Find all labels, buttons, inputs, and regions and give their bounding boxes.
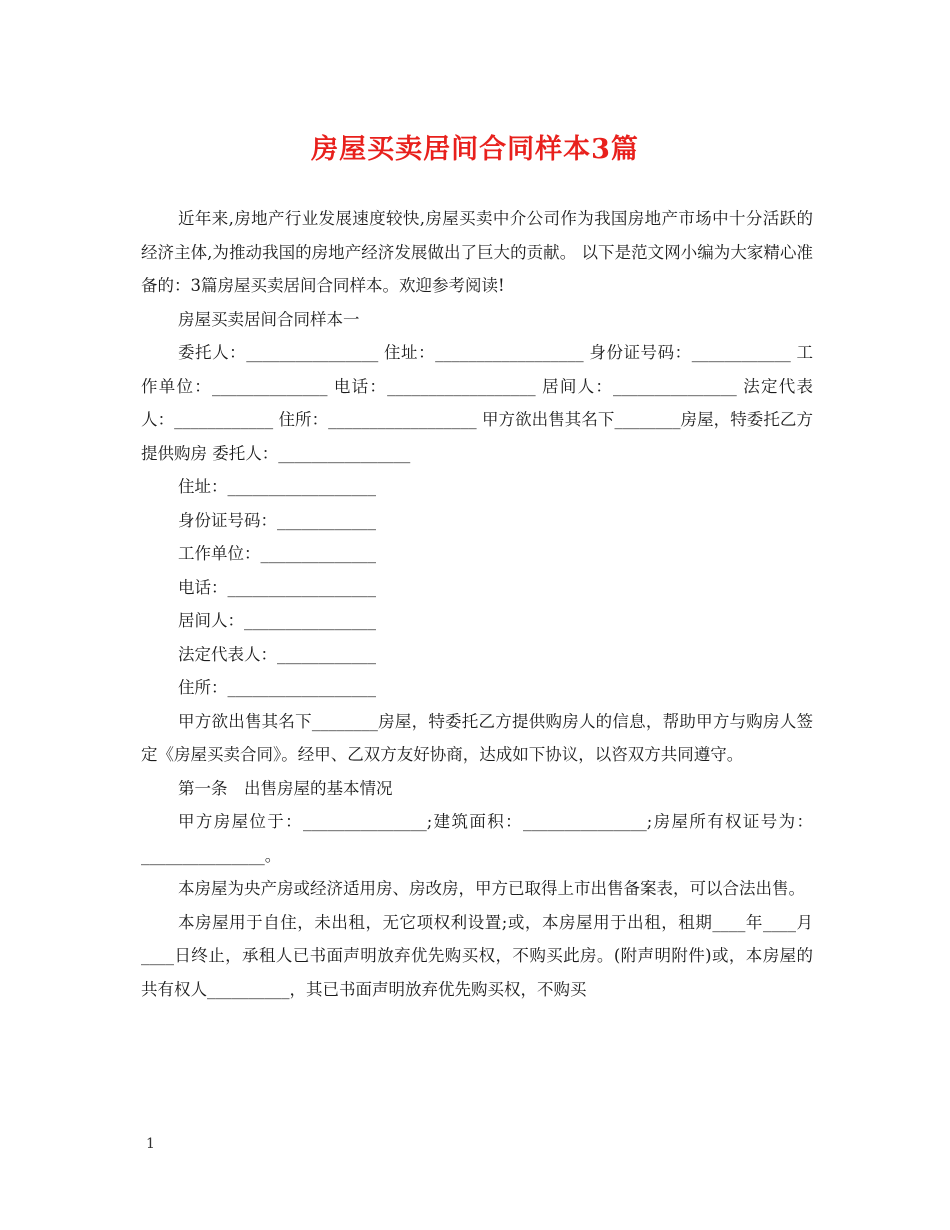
field-intermediary: 居间人：________________ [178,611,376,630]
section-heading-sample-one: 房屋买卖居间合同样本一 [178,309,360,329]
property-type-paragraph: 本房屋为央产房或经济适用房、房改房，甲方已取得上市出售备案表，可以合法出售。 [178,879,805,898]
field-address: 住址：__________________ [178,477,376,496]
document-title: 房屋买卖居间合同样本3篇 [311,134,639,165]
field-id-number: 身份证号码：____________ [178,510,376,530]
field-employer: 工作单位：______________ [178,544,376,563]
field-residence: 住所：__________________ [178,678,376,697]
property-location-paragraph: 甲方房屋位于：_______________;建筑面积：_______________;房屋所有权证号为：_______________。 [141,812,813,865]
field-phone: 电话：__________________ [178,577,376,597]
party-info-paragraph: 委托人：________________ 住址：__________________ 身份证号码：____________ 工作单位：______________ 电话：__________________ 居间人：_______________ 法定代表人：____________ 住所：__________________ 甲方欲出售其名下________房屋，特委托乙方提供购房 委托人：________________ [141,343,813,463]
intro-paragraph: 近年来,房地产行业发展速度较快,房屋买卖中介公司作为我国房地产市场中十分活跃的经济主体,为推动我国的房地产经济发展做出了巨大的贡献。 以下是范文网小编为大家精心准备的：3篇房屋买卖居间合同样本。欢迎参考阅读! [141,209,813,295]
document-body [141,202,813,1006]
article-one-heading: 第一条 出售房屋的基本情况 [178,778,393,798]
agreement-paragraph: 甲方欲出售其名下________房屋，特委托乙方提供购房人的信息，帮助甲方与购房人签定《房屋买卖合同》。经甲、乙双方友好协商，达成如下协议，以咨双方共同遵守。 [141,711,813,764]
page-number: 1 [146,1136,155,1152]
property-usage-paragraph: 本房屋用于自住，未出租，无它项权利设置;或，本房屋用于出租，租期____年____月____日终止，承租人已书面声明放弃优先购买权，不购买此房。(附声明附件)或，本房屋的共有权人__________，其已书面声明放弃优先购买权，不购买 [141,912,813,999]
field-legal-representative: 法定代表人：____________ [178,644,376,664]
